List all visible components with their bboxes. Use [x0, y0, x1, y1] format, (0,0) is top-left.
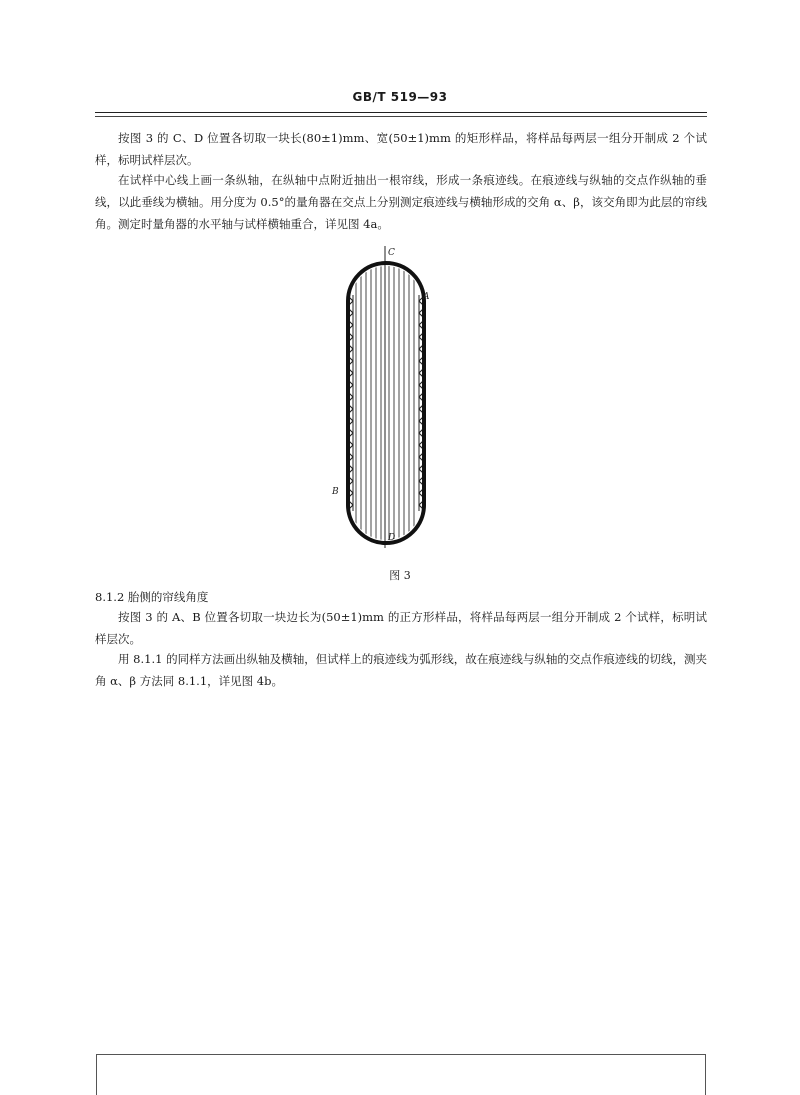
- label-b: B: [332, 487, 339, 497]
- paragraph-arc-trace-method: 用 8.1.1 的同样方法画出纵轴及横轴，但试样上的痕迹线为弧形线，故在痕迹线与纵轴的交点作痕迹线的切线，测夹角 α、β 方法同 8.1.1，详见图 4b。: [95, 652, 707, 688]
- paragraph-cord-angle-method: 在试样中心线上画一条纵轴，在纵轴中点附近抽出一根帘线，形成一条痕迹线。在痕迹线与纵轴的交点作纵轴的垂线，以此垂线为横轴。用分度为 0.5°的量角器在交点上分别测定痕迹线与横轴形成的交角 α、β，该交角即为此层的帘线角。测定时量角器的水平轴与试样横轴重合，详见图 4a。: [95, 173, 707, 231]
- label-c: C: [388, 248, 395, 258]
- footer-frame: [96, 1054, 706, 1095]
- label-a: A: [423, 292, 430, 302]
- paragraph-cd-sampling: 按图 3 的 C、D 位置各切取一块长(80±1)mm、宽(50±1)mm 的矩形样品，将样品每两层一组分开制成 2 个试样，标明试样层次。: [95, 131, 707, 167]
- tire-diagram: [320, 240, 440, 552]
- section-heading-8-1-2: 8.1.2 胎侧的帘线角度: [95, 590, 209, 604]
- label-d: D: [388, 533, 396, 543]
- paragraph-ab-sampling: 按图 3 的 A、B 位置各切取一块边长为(50±1)mm 的正方形样品，将样品每两层一组分开制成 2 个试样，标明试样层次。: [95, 610, 707, 646]
- figure-3-tire-section: [320, 240, 440, 552]
- standard-code: GB/T 519—93: [352, 90, 448, 104]
- figure-caption: 图 3: [389, 569, 411, 582]
